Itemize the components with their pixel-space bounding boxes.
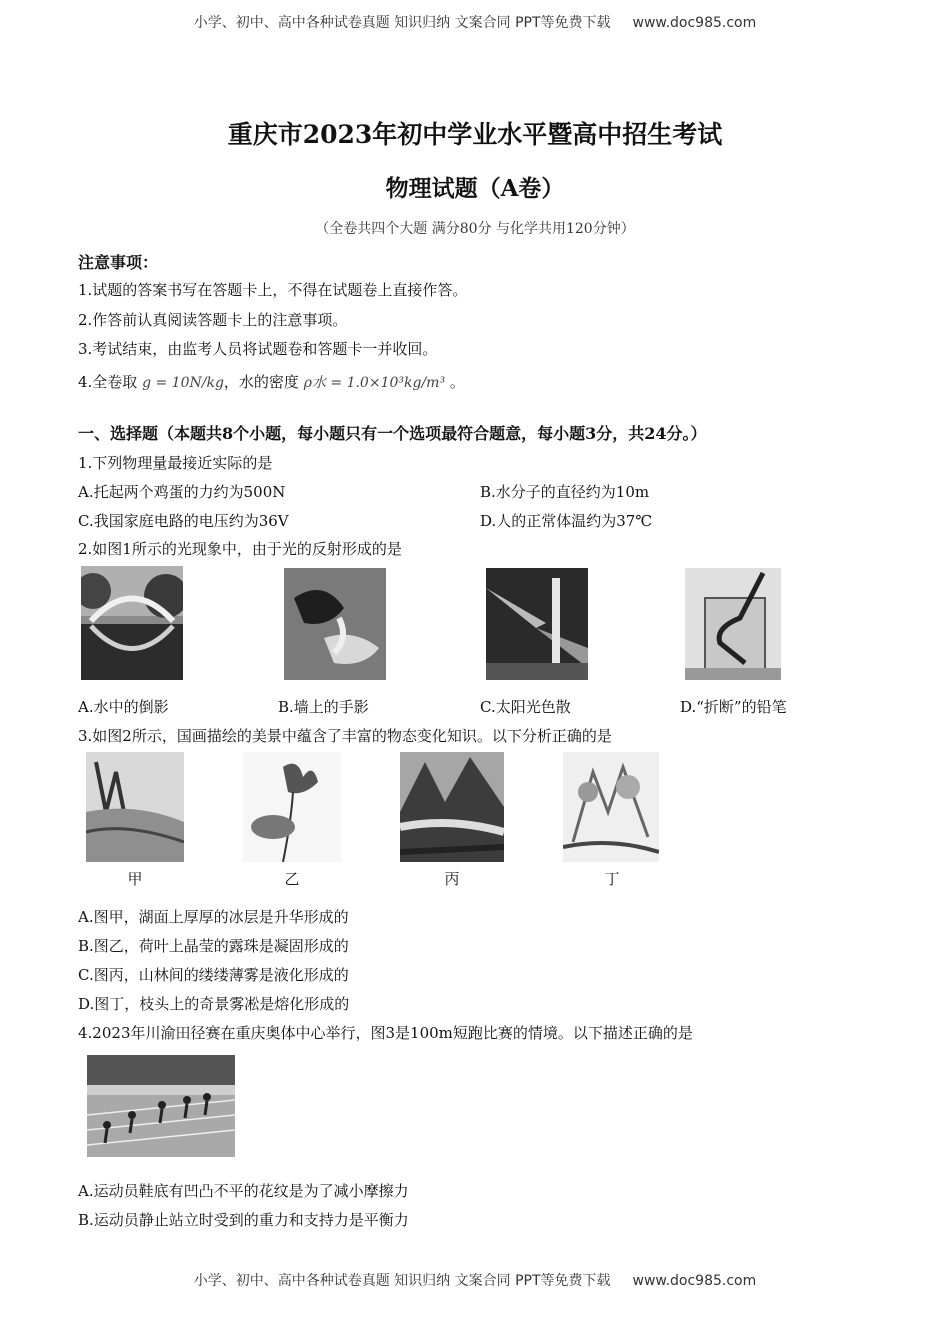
q3-option-a: A.图甲，湖面上厚厚的冰层是升华形成的 bbox=[78, 908, 349, 926]
q4-option-b: B.运动员静止站立时受到的重力和支持力是平衡力 bbox=[78, 1211, 409, 1229]
q2-stem: 2.如图1所示的光现象中，由于光的反射形成的是 bbox=[78, 540, 402, 558]
q3-caption-jia: 甲 bbox=[127, 870, 143, 888]
bridge-reflection-photo bbox=[81, 566, 183, 680]
notice-item-4-mid: ，水的密度 bbox=[223, 373, 299, 391]
frozen-lake-painting bbox=[86, 752, 184, 862]
q1-option-d: D.人的正常体温约为37℃ bbox=[480, 512, 653, 530]
q3-option-b: B.图乙，荷叶上晶莹的露珠是凝固形成的 bbox=[78, 937, 349, 955]
footer-text: 小学、初中、高中各种试卷真题 知识归纳 文案合同 PPT等免费下载 bbox=[193, 1273, 611, 1289]
notice-item-2: 2.作答前认真阅读答题卡上的注意事项。 bbox=[78, 311, 348, 329]
header-url[interactable]: www.doc985.com bbox=[632, 15, 757, 31]
q3-caption-bing: 丙 bbox=[444, 870, 460, 888]
q4-stem: 4.2023年川渝田径赛在重庆奥体中心举行，图3是100m短跑比赛的情境。以下描述正确的是 bbox=[78, 1024, 693, 1042]
misty-mountain-painting bbox=[400, 752, 504, 862]
q3-caption-ding: 丁 bbox=[604, 870, 620, 888]
bent-pencil-photo bbox=[685, 568, 781, 680]
q1-option-c: C.我国家庭电路的电压约为36V bbox=[78, 512, 289, 530]
q1-option-b: B.水分子的直径约为10m bbox=[480, 483, 650, 501]
q3-caption-yi: 乙 bbox=[284, 870, 300, 888]
rime-tree-painting bbox=[563, 752, 659, 862]
lotus-painting bbox=[243, 752, 341, 862]
footer-url[interactable]: www.doc985.com bbox=[632, 1273, 757, 1289]
notice-item-1: 1.试题的答案书写在答题卡上，不得在试题卷上直接作答。 bbox=[78, 281, 468, 299]
hand-shadow-photo bbox=[284, 568, 386, 680]
q4-option-a: A.运动员鞋底有凹凸不平的花纹是为了减小摩擦力 bbox=[78, 1182, 409, 1200]
notice-item-4-prefix: 4.全卷取 bbox=[78, 373, 138, 391]
q3-stem: 3.如图2所示，国画描绘的美景中蕴含了丰富的物态变化知识。以下分析正确的是 bbox=[78, 727, 612, 745]
header-text: 小学、初中、高中各种试卷真题 知识归纳 文案合同 PPT等免费下载 bbox=[193, 15, 611, 31]
prism-dispersion-photo bbox=[486, 568, 588, 680]
q2-option-c: C.太阳光色散 bbox=[480, 698, 571, 716]
q3-option-d: D.图丁，枝头上的奇景雾凇是熔化形成的 bbox=[78, 995, 350, 1013]
notice-heading: 注意事项： bbox=[78, 253, 159, 272]
q1-stem: 1.下列物理量最接近实际的是 bbox=[78, 454, 273, 472]
exam-subtitle: 物理试题（A卷） bbox=[385, 175, 565, 202]
page-header bbox=[0, 12, 950, 32]
exam-title: 重庆市2023年初中学业水平暨高中招生考试 bbox=[227, 120, 723, 149]
notice-item-3: 3.考试结束，由监考人员将试题卷和答题卡一并收回。 bbox=[78, 340, 438, 358]
q2-option-a: A.水中的倒影 bbox=[78, 698, 169, 716]
q1-option-a: A.托起两个鸡蛋的力约为500N bbox=[78, 483, 286, 501]
notice-item-4-end: 。 bbox=[449, 373, 465, 391]
sprint-race-photo bbox=[87, 1055, 235, 1157]
q2-option-d: D.“折断”的铅笔 bbox=[680, 698, 787, 716]
exam-info: （全卷共四个大题 满分80分 与化学共用120分钟） bbox=[315, 221, 635, 237]
section-1-heading: 一、选择题（本题共8个小题，每小题只有一个选项最符合题意，每小题3分，共24分。） bbox=[78, 424, 707, 443]
notice-item-4 bbox=[78, 371, 465, 392]
q2-option-b: B.墙上的手影 bbox=[278, 698, 369, 716]
gravity-constant: g = 10N/kg bbox=[142, 375, 224, 391]
water-density: ρ水 = 1.0×10³kg/m³ bbox=[303, 375, 446, 391]
q3-option-c: C.图丙，山林间的缕缕薄雾是液化形成的 bbox=[78, 966, 349, 984]
page-footer bbox=[0, 1270, 950, 1290]
